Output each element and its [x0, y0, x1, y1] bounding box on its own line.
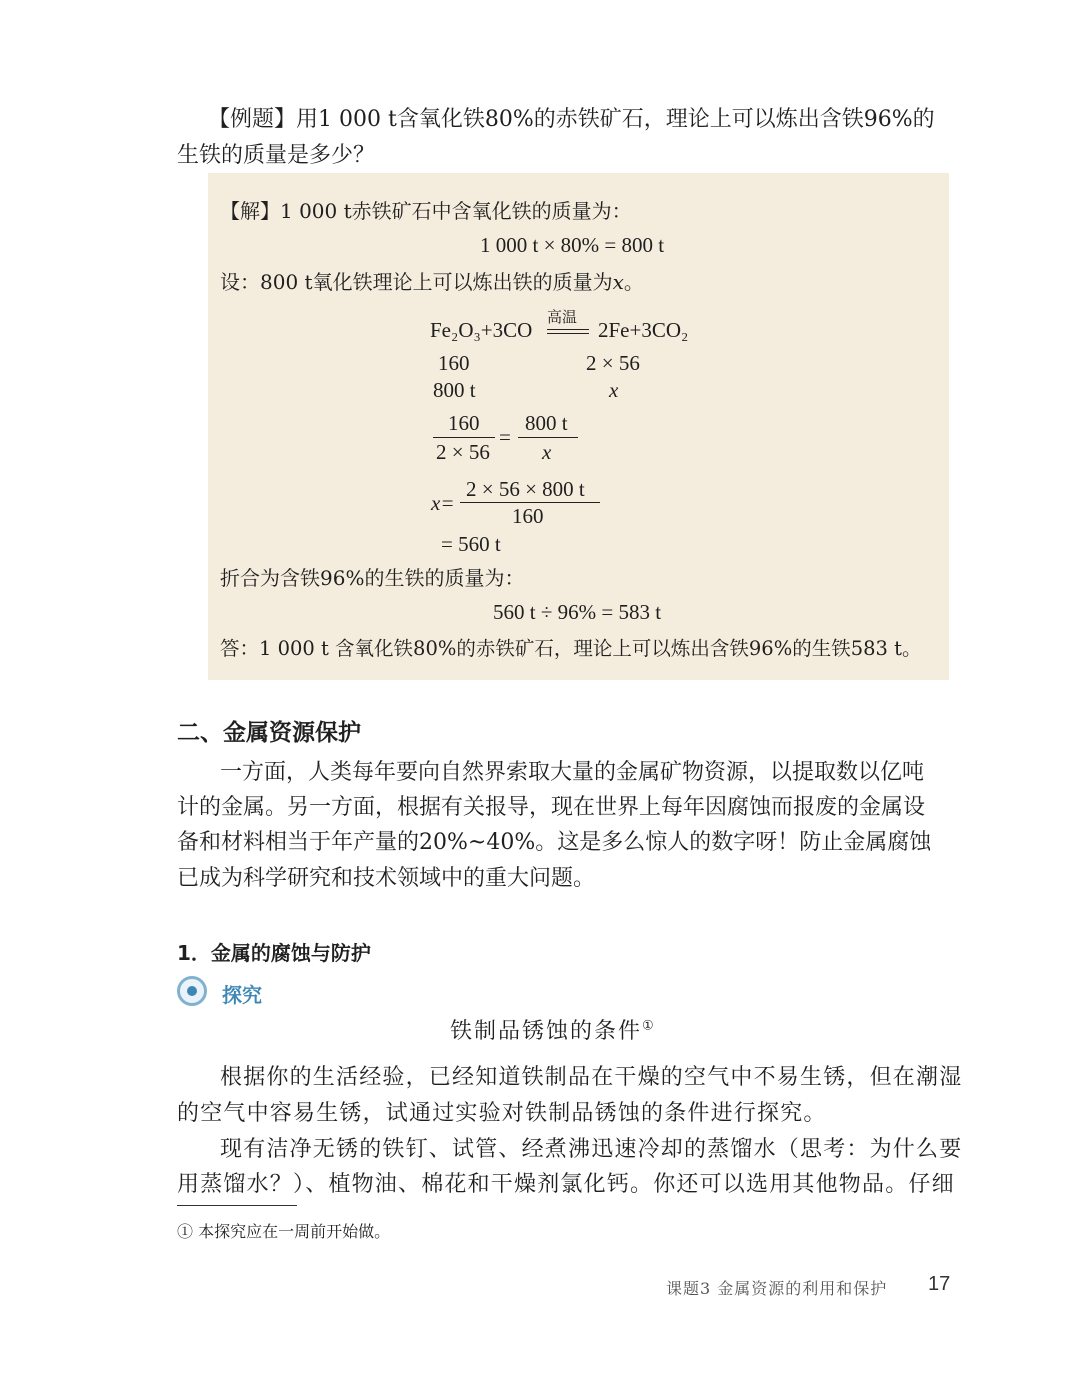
eq-arrow-bottom: [547, 333, 589, 334]
assume-text: 设：800 t氧化铁理论上可以炼出铁的质量为: [220, 270, 613, 294]
subsection-title: 1．金属的腐蚀与防护: [177, 941, 371, 965]
assume-end: 。: [623, 270, 644, 294]
page-number: 17: [928, 1273, 951, 1295]
x-fraction-line: [460, 502, 600, 503]
example-tag: 【例题】: [208, 107, 297, 132]
section-para-line-3: 备和材料相当于年产量的20%~40%。这是多么惊人的数字呀！防止金属腐蚀: [177, 830, 932, 855]
x-result: = 560 t: [441, 532, 501, 556]
assume-line: [220, 269, 644, 295]
ratio-line-left: [433, 437, 495, 438]
explore-p1-line-2: 的空气中容易生锈，试通过实验对铁制品锈蚀的条件进行探究。: [177, 1101, 827, 1126]
section-para-line-4: 已成为科学研究和技术领域中的重大问题。: [177, 866, 596, 891]
explore-icon: [177, 976, 207, 1006]
ratio-den-right: x: [542, 440, 552, 464]
calc-1: 1 000 t × 80% = 800 t: [480, 233, 665, 257]
explore-label: 探究: [222, 983, 262, 1007]
eq-left: Fe₂O₃+3CO: [430, 318, 533, 342]
ratio-eq: =: [499, 425, 511, 449]
explore-p1-line-1: 根据你的生活经验，已经知道铁制品在干燥的空气中不易生锈，但在潮湿: [220, 1065, 963, 1090]
mass-2-right: x: [609, 378, 619, 402]
x-label: x=: [431, 491, 455, 515]
explore-title: [450, 1014, 656, 1045]
explore-p2-line-2: 用蒸馏水？）、植物油、棉花和干燥剂氯化钙。你还可以选用其他物品。仔细: [177, 1172, 955, 1197]
ratio-num-right: 800 t: [525, 411, 568, 435]
convert-line: 折合为含铁96%的生铁的质量为：: [220, 566, 525, 590]
section-para-line-2: 计的金属。另一方面，根据有关报导，现在世界上每年因腐蚀而报废的金属设: [177, 795, 926, 820]
mass-1-left: 160: [438, 351, 470, 375]
x-denominator: 160: [512, 504, 544, 528]
answer-line: 答：1 000 t 含氧化铁80%的赤铁矿石，理论上可以炼出含铁96%的生铁583 t。: [220, 637, 922, 660]
mass-1-right: 2 × 56: [586, 351, 640, 375]
eq-condition: 高温: [547, 308, 578, 326]
solution-tag: 【解】: [220, 199, 280, 223]
solution-text-1: 1 000 t赤铁矿石中含氧化铁的质量为：: [280, 199, 632, 223]
solution-line-1: [220, 198, 632, 224]
example-line-1: [208, 102, 935, 138]
example-line-2: 生铁的质量是多少？: [177, 143, 376, 168]
example-text-1: 用1 000 t含氧化铁80%的赤铁矿石，理论上可以炼出含铁96%的: [296, 107, 935, 132]
footnote: ① 本探究应在一周前开始做。: [177, 1222, 391, 1241]
ratio-den-left: 2 × 56: [436, 440, 490, 464]
footer-chapter: 课题3 金属资源的利用和保护: [666, 1279, 888, 1298]
footnote-rule: [177, 1205, 297, 1206]
eq-right: 2Fe+3CO₂: [598, 318, 689, 342]
explore-p2-line-1: 现有洁净无锈的铁钉、试管、经煮沸迅速冷却的蒸馏水（思考：为什么要: [220, 1137, 963, 1162]
x-numerator: 2 × 56 × 800 t: [466, 477, 585, 501]
section-para-line-1: 一方面，人类每年要向自然界索取大量的金属矿物资源，以提取数以亿吨: [220, 760, 925, 785]
ratio-num-left: 160: [448, 411, 480, 435]
calc-2: 560 t ÷ 96% = 583 t: [493, 600, 662, 624]
explore-title-text: 铁制品锈蚀的条件: [450, 1019, 643, 1044]
explore-title-note: ①: [642, 1018, 656, 1034]
ratio-line-right: [518, 437, 578, 438]
section-title: 二、金属资源保护: [177, 720, 361, 746]
eq-arrow-top: [547, 329, 589, 330]
assume-var: x: [612, 270, 624, 294]
mass-2-left: 800 t: [433, 378, 476, 402]
